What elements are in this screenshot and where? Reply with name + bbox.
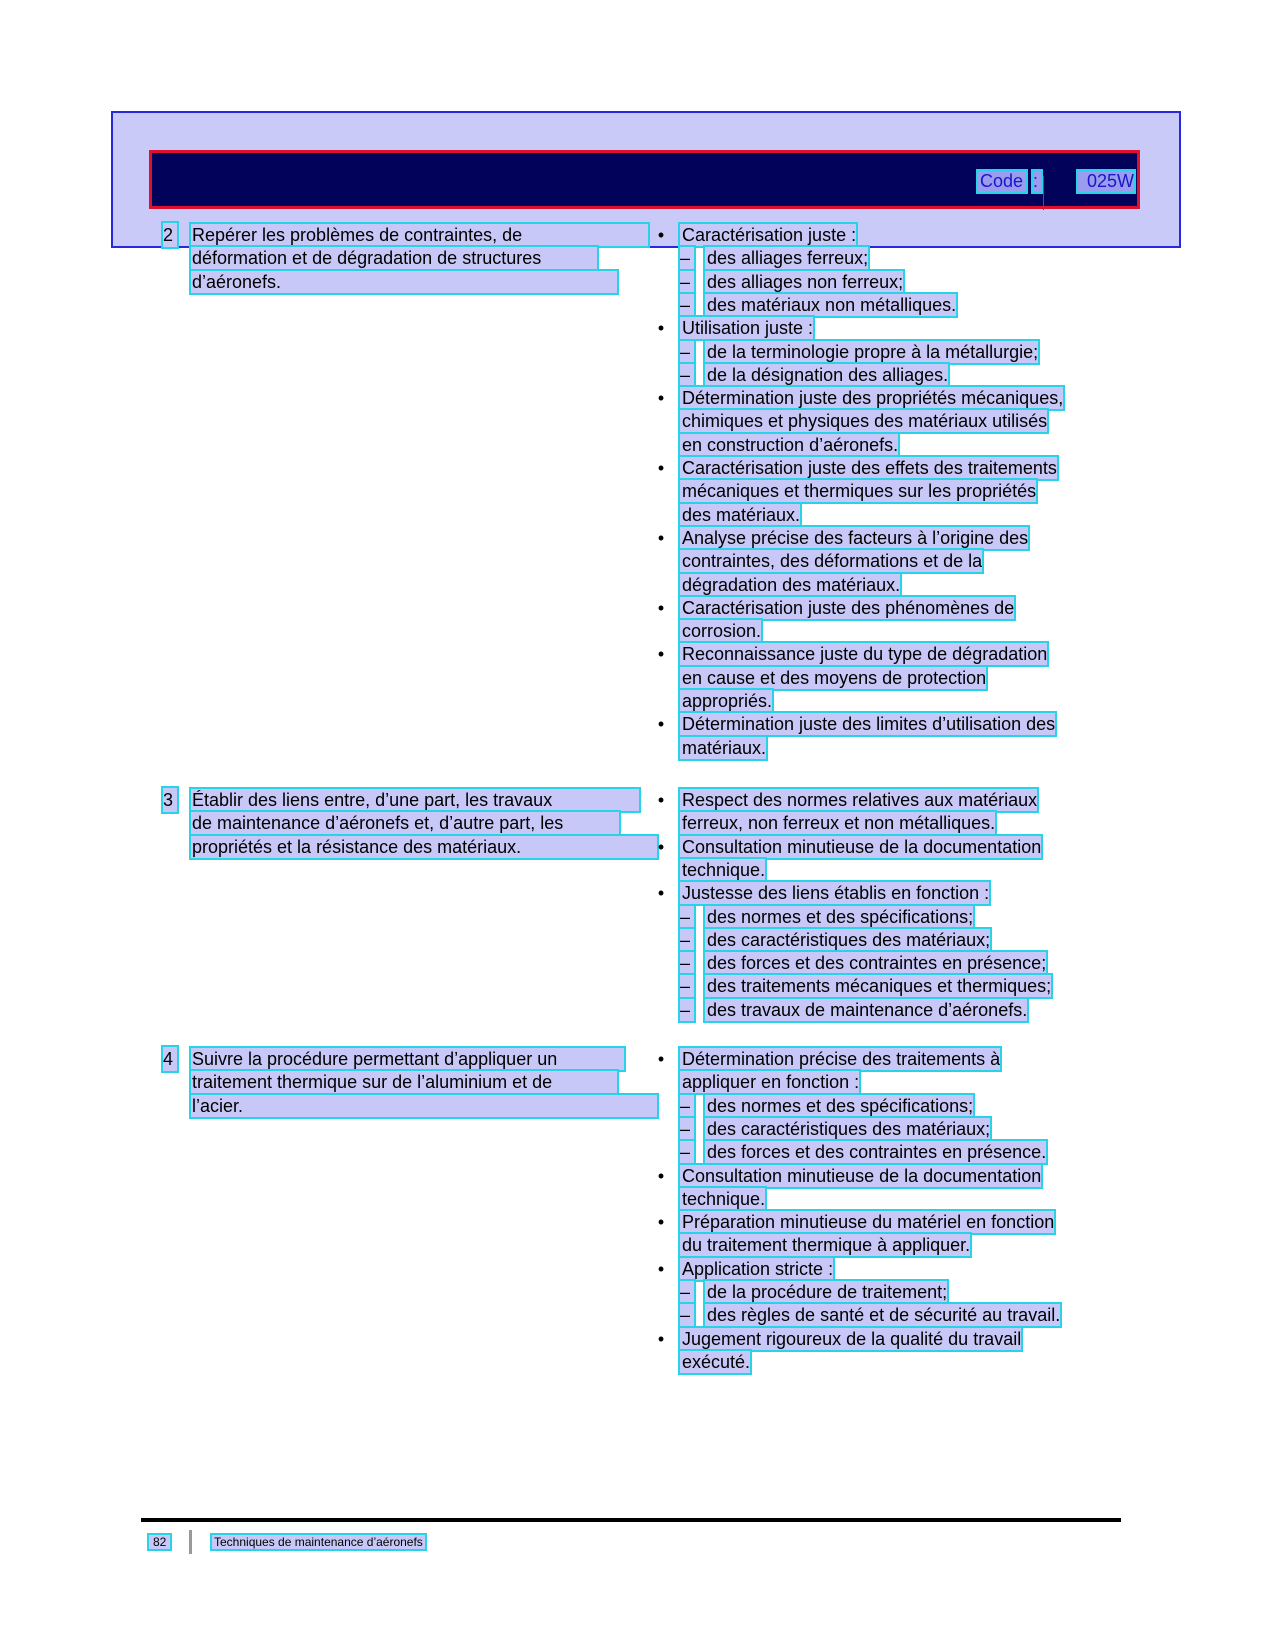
statement-line: de maintenance d’aéronefs et, d’autre part, les xyxy=(191,812,619,834)
criterion-continuation: en construction d’aéronefs. xyxy=(682,434,899,455)
criterion-text: Caractérisation juste des phénomènes de xyxy=(682,597,1015,618)
dash: – xyxy=(680,1095,694,1117)
dash: – xyxy=(680,341,694,363)
code-colon: : xyxy=(1033,171,1041,192)
statement-line: déformation et de dégradation de structures xyxy=(191,247,597,269)
dash: – xyxy=(680,247,694,269)
criterion-continuation: matériaux. xyxy=(682,737,767,758)
criterion-text: Analyse précise des facteurs à l’origine des xyxy=(682,527,1029,548)
dash: – xyxy=(680,975,694,997)
dash: – xyxy=(680,999,694,1021)
statement-line: propriétés et la résistance des matériaux. xyxy=(191,836,657,858)
criterion-continuation: chimiques et physiques des matériaux utilisés xyxy=(682,411,1048,432)
criterion-continuation: en cause et des moyens de protection xyxy=(682,667,987,688)
bullet: • xyxy=(657,597,665,618)
criterion-continuation: exécuté. xyxy=(682,1351,751,1372)
dash: – xyxy=(680,906,694,928)
bullet: • xyxy=(657,836,665,857)
criterion-subitem: des alliages non ferreux; xyxy=(707,271,904,292)
bullet: • xyxy=(657,225,665,245)
criterion-subitem: des traitements mécaniques et thermiques; xyxy=(707,976,1052,997)
criterion-continuation: technique. xyxy=(682,1188,766,1209)
bullet: • xyxy=(657,790,665,810)
criterion-subitem: des travaux de maintenance d’aéronefs. xyxy=(707,999,1028,1020)
statement-line: traitement thermique sur de l’aluminium et de xyxy=(191,1071,617,1093)
criterion-continuation: appliquer en fonction : xyxy=(682,1072,860,1093)
bullet: • xyxy=(657,1165,665,1186)
criterion-continuation: mécaniques et thermiques sur les propriétés xyxy=(682,481,1037,502)
dash: – xyxy=(680,294,694,316)
bullet: • xyxy=(657,644,665,665)
criterion-continuation: contraintes, des déformations et de la xyxy=(682,551,983,572)
bullet: • xyxy=(657,1212,665,1233)
bullet: • xyxy=(657,527,665,548)
footer-rule xyxy=(141,1518,1121,1522)
criterion-subitem: des forces et des contraintes en présence. xyxy=(707,1142,1047,1163)
bullet: • xyxy=(657,1258,665,1279)
criterion-text: Utilisation juste : xyxy=(682,318,814,339)
statement-line: Repérer les problèmes de contraintes, de xyxy=(191,224,648,246)
statement-line: Établir des liens entre, d’une part, les travaux xyxy=(191,789,639,811)
statement-line: Suivre la procédure permettant d’appliquer un xyxy=(191,1048,624,1070)
criterion-text: Consultation minutieuse de la documentation xyxy=(682,836,1042,857)
bullet: • xyxy=(657,1049,665,1069)
criterion-text: Détermination juste des propriétés mécaniques, xyxy=(682,388,1064,409)
criterion-text: Détermination juste des limites d’utilisation des xyxy=(682,714,1056,735)
criterion-subitem: des normes et des spécifications; xyxy=(707,906,974,927)
header-separator xyxy=(1043,176,1044,210)
bullet: • xyxy=(657,458,665,478)
criterion-continuation: technique. xyxy=(682,859,766,880)
criterion-text: Justesse des liens établis en fonction : xyxy=(682,883,990,904)
criterion-continuation: dégradation des matériaux. xyxy=(682,574,901,595)
footer-separator xyxy=(189,1530,192,1554)
criterion-text: Reconnaissance juste du type de dégradation xyxy=(682,644,1048,665)
criterion-subitem: des caractéristiques des matériaux; xyxy=(707,929,991,950)
criterion-text: Caractérisation juste des effets des traitements xyxy=(682,458,1057,478)
criterion-text: Respect des normes relatives aux matériaux xyxy=(682,790,1038,810)
competency-number: 4 xyxy=(163,1047,177,1071)
dash: – xyxy=(680,364,694,386)
competency-number: 2 xyxy=(163,223,177,247)
criterion-subitem: des forces et des contraintes en présence; xyxy=(707,953,1047,974)
dash: – xyxy=(680,1304,694,1326)
criterion-continuation: des matériaux. xyxy=(682,504,801,525)
dash: – xyxy=(680,1141,694,1163)
dash: – xyxy=(680,271,694,293)
competency-number: 3 xyxy=(163,788,177,812)
bullet: • xyxy=(657,883,665,904)
document-title: Techniques de maintenance d’aéronefs xyxy=(214,1535,423,1549)
criterion-text: Caractérisation juste : xyxy=(682,225,857,245)
dash: – xyxy=(680,1118,694,1140)
page-number: 82 xyxy=(149,1535,170,1549)
criterion-subitem: des alliages ferreux; xyxy=(707,248,869,269)
bullet: • xyxy=(657,318,665,339)
criterion-subitem: des normes et des spécifications; xyxy=(707,1095,974,1116)
criterion-subitem: des caractéristiques des matériaux; xyxy=(707,1118,991,1139)
dash: – xyxy=(680,952,694,974)
criterion-text: Préparation minutieuse du matériel en fonction xyxy=(682,1212,1055,1233)
criterion-continuation: du traitement thermique à appliquer. xyxy=(682,1235,971,1256)
criterion-continuation: ferreux, non ferreux et non métalliques. xyxy=(682,813,996,834)
code-value: 025W xyxy=(1078,171,1134,192)
statement-line: l’acier. xyxy=(191,1095,657,1117)
bullet: • xyxy=(657,1328,665,1349)
bullet: • xyxy=(657,388,665,409)
criterion-subitem: de la procédure de traitement; xyxy=(707,1282,948,1302)
criterion-continuation: appropriés. xyxy=(682,691,773,711)
criterion-continuation: corrosion. xyxy=(682,621,762,642)
bullet: • xyxy=(657,714,665,735)
criterion-subitem: des règles de santé et de sécurité au travail. xyxy=(707,1305,1061,1326)
criterion-subitem: de la désignation des alliages. xyxy=(707,364,949,385)
criterion-subitem: de la terminologie propre à la métallurgie; xyxy=(707,341,1039,362)
criterion-text: Jugement rigoureux de la qualité du travail xyxy=(682,1328,1022,1349)
dash: – xyxy=(680,929,694,951)
criterion-subitem: des matériaux non métalliques. xyxy=(707,294,957,315)
criterion-text: Détermination précise des traitements à xyxy=(682,1049,1001,1069)
code-label: Code xyxy=(978,171,1026,192)
dash: – xyxy=(680,1281,694,1303)
statement-line: d’aéronefs. xyxy=(191,271,617,293)
criterion-text: Consultation minutieuse de la documentation xyxy=(682,1165,1042,1186)
criterion-text: Application stricte : xyxy=(682,1258,834,1279)
